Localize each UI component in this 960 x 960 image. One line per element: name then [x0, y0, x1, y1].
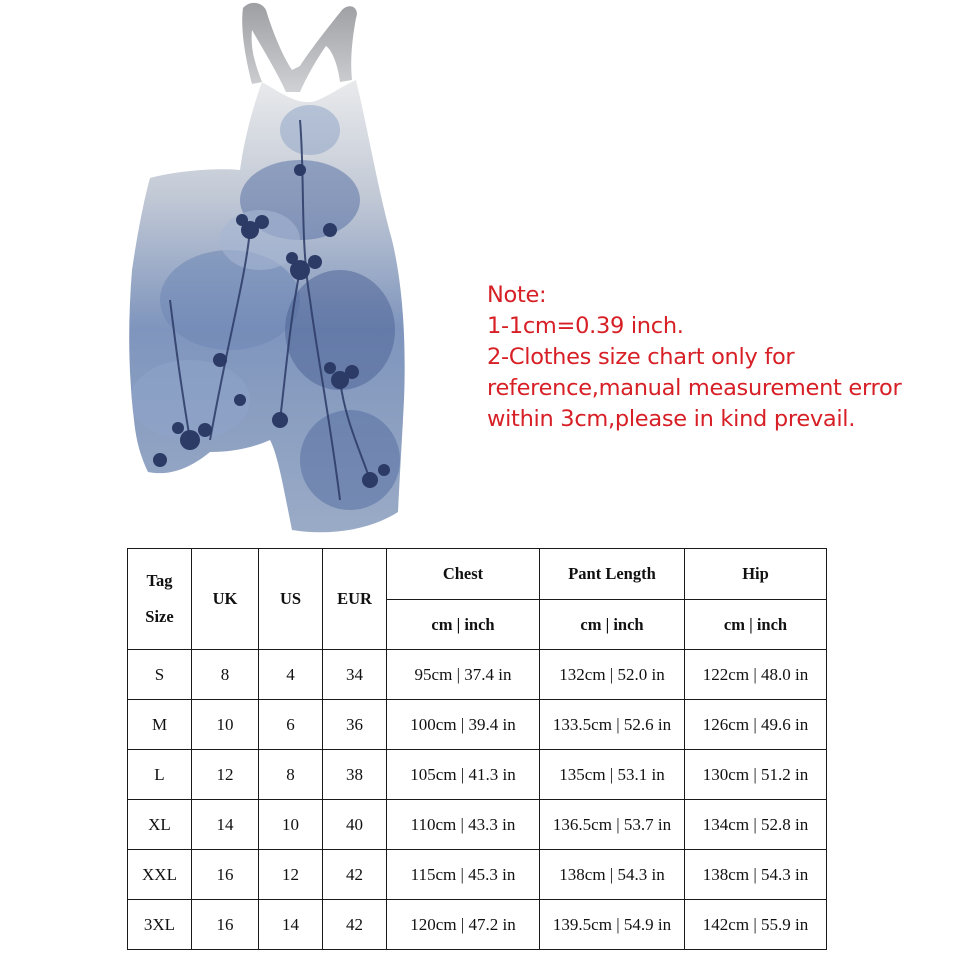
table-header-row	[128, 549, 827, 600]
note-line-1: 1-1cm=0.39 inch.	[487, 313, 684, 339]
cell-chest: 100cm | 39.4 in	[387, 700, 540, 750]
cell-us: 10	[259, 800, 323, 850]
header-chest: Chest	[387, 549, 540, 600]
jumpsuit-product-image	[120, 0, 420, 545]
cell-chest: 115cm | 45.3 in	[387, 850, 540, 900]
cell-hip: 142cm | 55.9 in	[685, 900, 827, 950]
cell-chest: 110cm | 43.3 in	[387, 800, 540, 850]
unit-hip: cm | inch	[685, 600, 827, 650]
cell-chest: 120cm | 47.2 in	[387, 900, 540, 950]
cell-size: XXL	[128, 850, 192, 900]
cell-size: M	[128, 700, 192, 750]
cell-us: 4	[259, 650, 323, 700]
cell-us: 8	[259, 750, 323, 800]
cell-pant-length: 132cm | 52.0 in	[540, 650, 685, 700]
cell-hip: 126cm | 49.6 in	[685, 700, 827, 750]
table-row	[128, 700, 827, 750]
cell-uk: 14	[192, 800, 259, 850]
table-row	[128, 750, 827, 800]
cell-uk: 16	[192, 850, 259, 900]
cell-eur: 36	[323, 700, 387, 750]
cell-us: 12	[259, 850, 323, 900]
cell-size: S	[128, 650, 192, 700]
cell-hip: 122cm | 48.0 in	[685, 650, 827, 700]
cell-uk: 8	[192, 650, 259, 700]
table-row	[128, 800, 827, 850]
cell-pant-length: 139.5cm | 54.9 in	[540, 900, 685, 950]
cell-size: L	[128, 750, 192, 800]
cell-uk: 16	[192, 900, 259, 950]
cell-eur: 38	[323, 750, 387, 800]
cell-size: 3XL	[128, 900, 192, 950]
header-tag-size	[128, 549, 192, 650]
unit-pant-length: cm | inch	[540, 600, 685, 650]
table-row	[128, 850, 827, 900]
note-line-4: within 3cm,please in kind prevail.	[487, 406, 856, 432]
cell-us: 6	[259, 700, 323, 750]
note-heading: Note:	[487, 282, 547, 308]
unit-chest: cm | inch	[387, 600, 540, 650]
cell-pant-length: 135cm | 53.1 in	[540, 750, 685, 800]
header-tag-label: Tag	[146, 571, 173, 590]
cell-uk: 10	[192, 700, 259, 750]
cell-hip: 134cm | 52.8 in	[685, 800, 827, 850]
cell-eur: 42	[323, 900, 387, 950]
header-hip: Hip	[685, 549, 827, 600]
cell-size: XL	[128, 800, 192, 850]
cell-chest: 95cm | 37.4 in	[387, 650, 540, 700]
cell-uk: 12	[192, 750, 259, 800]
size-chart-table	[127, 548, 827, 950]
cell-pant-length: 136.5cm | 53.7 in	[540, 800, 685, 850]
note-line-3: reference,manual measurement error	[487, 375, 902, 401]
cell-eur: 42	[323, 850, 387, 900]
note-line-2: 2-Clothes size chart only for	[487, 344, 795, 370]
size-note	[487, 280, 947, 435]
cell-pant-length: 138cm | 54.3 in	[540, 850, 685, 900]
cell-eur: 34	[323, 650, 387, 700]
cell-hip: 130cm | 51.2 in	[685, 750, 827, 800]
table-row	[128, 650, 827, 700]
header-size-label: Size	[145, 607, 174, 626]
cell-us: 14	[259, 900, 323, 950]
cell-eur: 40	[323, 800, 387, 850]
header-us: US	[259, 549, 323, 650]
header-pant-length: Pant Length	[540, 549, 685, 600]
cell-hip: 138cm | 54.3 in	[685, 850, 827, 900]
header-uk: UK	[192, 549, 259, 650]
cell-pant-length: 133.5cm | 52.6 in	[540, 700, 685, 750]
header-eur: EUR	[323, 549, 387, 650]
table-row	[128, 900, 827, 950]
cell-chest: 105cm | 41.3 in	[387, 750, 540, 800]
